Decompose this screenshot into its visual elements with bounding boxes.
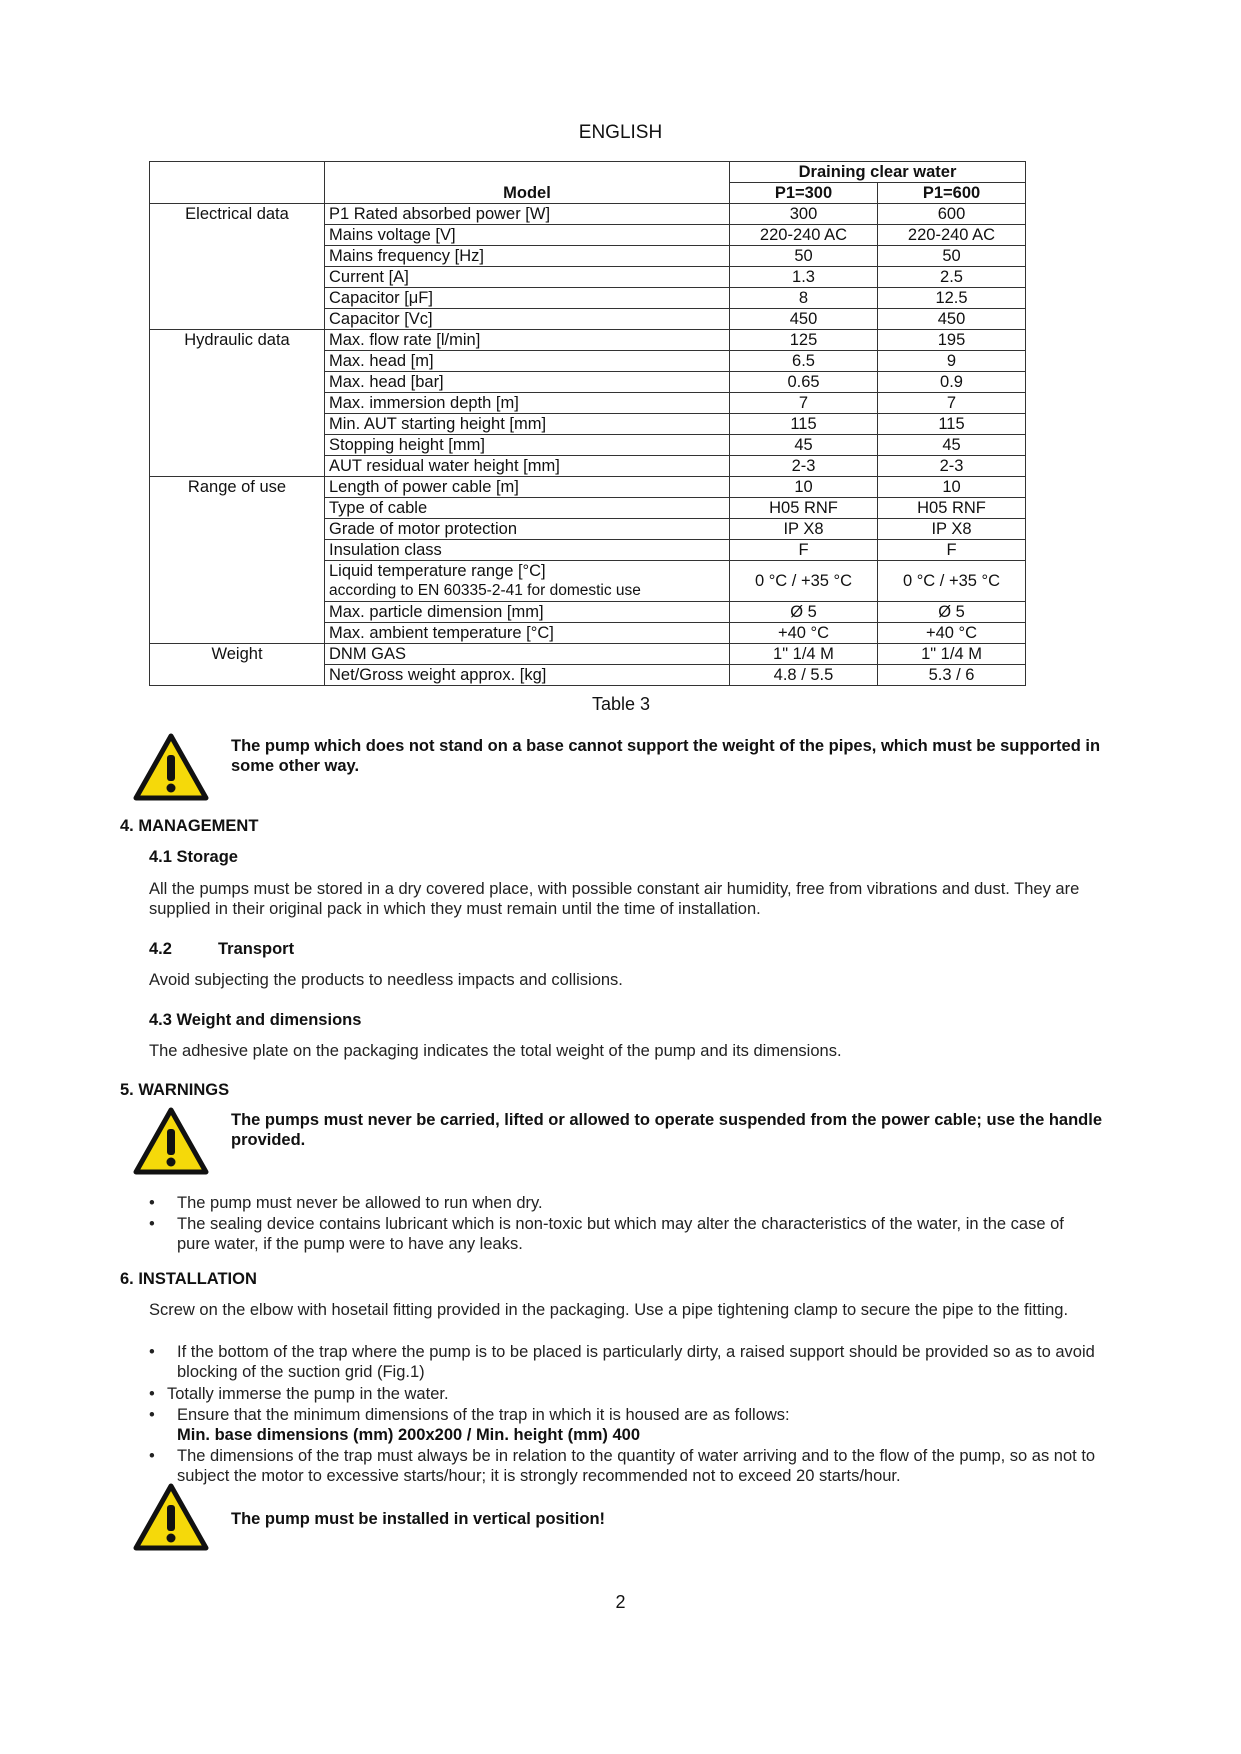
table-cell-value: 45 <box>878 435 1026 456</box>
bullet-symbol: • <box>149 1343 155 1361</box>
warning-triangle-icon <box>133 733 209 801</box>
table-cell-value: 50 <box>730 246 878 267</box>
bullet-symbol: • <box>149 1385 155 1403</box>
table-cell-value: +40 °C <box>730 623 878 644</box>
model-header: Model <box>325 183 730 204</box>
group-label: Weight <box>150 644 325 686</box>
table-cell-param: Capacitor [μF] <box>325 288 730 309</box>
table-cell-value: 8 <box>730 288 878 309</box>
group-label: Electrical data <box>150 204 325 330</box>
table-cell-param: Grade of motor protection <box>325 519 730 540</box>
list-item-text: The pump must never be allowed to run when dry. <box>177 1194 543 1212</box>
table-cell-param: Max. immersion depth [m] <box>325 393 730 414</box>
subsection-weight-title: 4.3 Weight and dimensions <box>149 1011 362 1029</box>
subsection-transport-title: Transport <box>218 940 295 958</box>
transport-text: Avoid subjecting the products to needless impacts and collisions. <box>149 971 623 989</box>
section-management-title: 4. MANAGEMENT <box>120 817 259 835</box>
table-cell-param: P1 Rated absorbed power [W] <box>325 204 730 225</box>
bullet-symbol: • <box>149 1447 155 1465</box>
table-cell-value: 1.3 <box>730 267 878 288</box>
warning-triangle-icon <box>133 1107 209 1175</box>
table-cell-param: Max. head [bar] <box>325 372 730 393</box>
table-cell-value: H05 RNF <box>878 498 1026 519</box>
weight-dimensions-text: The adhesive plate on the packaging indicates the total weight of the pump and its dimensions. <box>149 1042 842 1060</box>
table-cell-value: 195 <box>878 330 1026 351</box>
page-language-header: ENGLISH <box>578 122 663 143</box>
table-cell-value: 50 <box>878 246 1026 267</box>
param-label: Liquid temperature range [°C] <box>329 562 546 580</box>
table-cell-value: 0.65 <box>730 372 878 393</box>
table-cell-value: 7 <box>878 393 1026 414</box>
table-cell-value: 220-240 AC <box>878 225 1026 246</box>
storage-text: All the pumps must be stored in a dry covered place, with possible constant air humidity, free from vibrations and dust. They are supplied in their original pack in which they must remain until the time of installation. <box>149 880 1080 918</box>
table-cell-value: 2-3 <box>730 456 878 477</box>
table-cell-value: Ø 5 <box>878 602 1026 623</box>
table-cell-value: 450 <box>878 309 1026 330</box>
table-cell-param: Max. ambient temperature [°C] <box>325 623 730 644</box>
section-warnings-title: 5. WARNINGS <box>120 1081 230 1099</box>
table-cell-param: Max. flow rate [l/min] <box>325 330 730 351</box>
table-cell-value: 600 <box>878 204 1026 225</box>
min-dimensions-text: Min. base dimensions (mm) 200x200 / Min. height (mm) 400 <box>177 1426 641 1444</box>
section-installation-title: 6. INSTALLATION <box>120 1270 257 1288</box>
warning-base-support-text: The pump which does not stand on a base cannot support the weight of the pipes, which must be supported in some other way. <box>231 737 1101 775</box>
warning-vertical-position-text: The pump must be installed in vertical position! <box>231 1510 606 1528</box>
group-label: Range of use <box>150 477 325 644</box>
list-item-text: The dimensions of the trap must always be in relation to the quantity of water arriving and to the flow of the pump, so as not to subject the motor to excessive starts/hour; it is strongly recommended not to exceed 20 starts/hour. <box>177 1447 1096 1485</box>
table-cell-value: 9 <box>878 351 1026 372</box>
table-cell-value: 0 °C / +35 °C <box>730 561 878 602</box>
column-header-p1-600: P1=600 <box>878 183 1026 204</box>
table-cell-value: 5.3 / 6 <box>878 665 1026 686</box>
table-row <box>150 644 1026 665</box>
table-cell-value: 115 <box>730 414 878 435</box>
table-cell-param: Length of power cable [m] <box>325 477 730 498</box>
subsection-storage-title: 4.1 Storage <box>149 848 238 866</box>
table-cell-value: IP X8 <box>878 519 1026 540</box>
list-item-text: The sealing device contains lubricant which is non-toxic but which may alter the characteristics of the water, in the case of pure water, if the pump were to have any leaks. <box>177 1215 1064 1253</box>
table-cell-param: Max. particle dimension [mm] <box>325 602 730 623</box>
table-cell-value: F <box>730 540 878 561</box>
table-header-row <box>150 162 1026 183</box>
table-cell-value: 12.5 <box>878 288 1026 309</box>
column-header-p1-300: P1=300 <box>730 183 878 204</box>
table-cell-value: +40 °C <box>878 623 1026 644</box>
table-cell-value: 4.8 / 5.5 <box>730 665 878 686</box>
table-cell-param: Mains frequency [Hz] <box>325 246 730 267</box>
table-cell-param <box>325 561 730 602</box>
table-row <box>150 477 1026 498</box>
table-top-header: Draining clear water <box>730 162 1026 183</box>
table-cell-param: Min. AUT starting height [mm] <box>325 414 730 435</box>
page-number: 2 <box>615 1592 626 1612</box>
table-cell-param: AUT residual water height [mm] <box>325 456 730 477</box>
table-header-row <box>150 183 1026 204</box>
table-cell-value: 10 <box>730 477 878 498</box>
table-cell-value: Ø 5 <box>730 602 878 623</box>
table-cell-param: Net/Gross weight approx. [kg] <box>325 665 730 686</box>
table-cell-value: 45 <box>730 435 878 456</box>
bullet-symbol: • <box>149 1215 155 1233</box>
table-cell-value: 2-3 <box>878 456 1026 477</box>
table-cell-value: IP X8 <box>730 519 878 540</box>
group-label: Hydraulic data <box>150 330 325 477</box>
table-cell-value: 125 <box>730 330 878 351</box>
table-cell-value: H05 RNF <box>730 498 878 519</box>
list-item-text: Ensure that the minimum dimensions of the trap in which it is housed are as follows: <box>177 1406 790 1424</box>
table-cell-value: 300 <box>730 204 878 225</box>
bullet-symbol: • <box>149 1406 155 1424</box>
table-cell-value: 115 <box>878 414 1026 435</box>
installation-intro-text: Screw on the elbow with hosetail fitting provided in the packaging. Use a pipe tightening clamp to secure the pipe to the fitting. <box>149 1301 1069 1319</box>
bullet-symbol: • <box>149 1194 155 1212</box>
table-cell-param: DNM GAS <box>325 644 730 665</box>
table-cell-param: Max. head [m] <box>325 351 730 372</box>
table-cell-param: Type of cable <box>325 498 730 519</box>
table-row <box>150 330 1026 351</box>
table-cell-value: 2.5 <box>878 267 1026 288</box>
table-cell-param: Mains voltage [V] <box>325 225 730 246</box>
table-cell-param: Current [A] <box>325 267 730 288</box>
table-caption: Table 3 <box>591 694 651 714</box>
table-cell-value: 1" 1/4 M <box>730 644 878 665</box>
table-cell-param: Capacitor [Vc] <box>325 309 730 330</box>
table-cell-value: 0.9 <box>878 372 1026 393</box>
warning-triangle-icon <box>133 1483 209 1551</box>
list-item-text: If the bottom of the trap where the pump is to be placed is particularly dirty, a raised support should be provided so as to avoid blocking of the suction grid (Fig.1) <box>177 1343 1095 1381</box>
technical-data-table <box>149 161 1026 686</box>
table-cell-param: Insulation class <box>325 540 730 561</box>
param-note: according to EN 60335-2-41 for domestic use <box>329 582 641 599</box>
subsection-transport-number: 4.2 <box>149 940 172 958</box>
table-cell-value: 0 °C / +35 °C <box>878 561 1026 602</box>
table-cell-value: 450 <box>730 309 878 330</box>
table-row <box>150 204 1026 225</box>
table-cell-value: F <box>878 540 1026 561</box>
list-item-text: Totally immerse the pump in the water. <box>167 1385 449 1403</box>
warning-power-cable-text: The pumps must never be carried, lifted or allowed to operate suspended from the power cable; use the handle provided. <box>231 1111 1103 1149</box>
table-cell-value: 7 <box>730 393 878 414</box>
table-cell-param: Stopping height [mm] <box>325 435 730 456</box>
table-cell-value: 220-240 AC <box>730 225 878 246</box>
table-cell-value: 10 <box>878 477 1026 498</box>
table-cell-value: 6.5 <box>730 351 878 372</box>
table-cell-value: 1" 1/4 M <box>878 644 1026 665</box>
